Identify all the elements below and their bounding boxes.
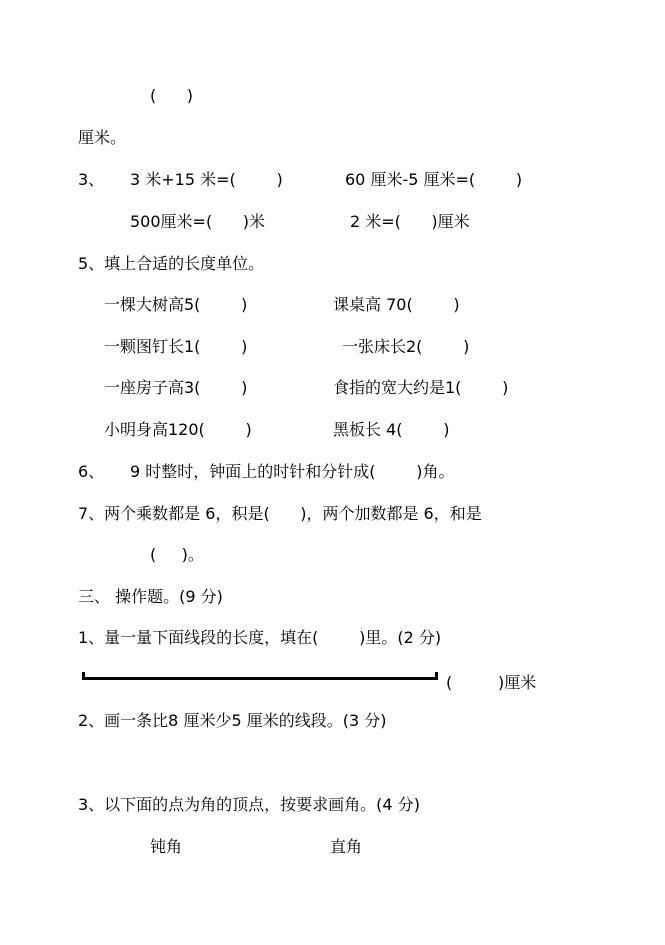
- section-3-title: 三、 操作题。(9 分): [78, 587, 223, 606]
- question-5-item-finger: 食指的宽大约是1( ): [333, 378, 509, 397]
- question-6-number: 6、: [78, 462, 105, 481]
- question-5-item-board: 黑板长 4( ): [333, 420, 450, 439]
- question-3-item-1: 3 米+15 米=( ): [130, 170, 283, 189]
- question-6-text: 9 时整时，钟面上的时针和分针成( )角。: [130, 462, 455, 481]
- question-3-item-4: 2 米=( )厘米: [350, 212, 470, 231]
- question-5-item-desk: 课桌高 70( ): [333, 295, 460, 314]
- question-5-item-height: 小明身高120( ): [104, 420, 252, 439]
- question-5-item-house: 一座房子高3( ): [104, 378, 248, 397]
- question-7-blank: ( )。: [150, 545, 204, 564]
- question-5-item-bed: 一张床长2( ): [342, 337, 470, 356]
- measurement-segment: [82, 672, 438, 680]
- blank-parenthesis-top: ( ): [150, 86, 193, 105]
- question-3-item-2: 60 厘米-5 厘米=( ): [345, 170, 523, 189]
- operation-1-text: 1、量一量下面线段的长度，填在( )里。(2 分): [78, 628, 442, 647]
- operation-2-text: 2、画一条比8 厘米少5 厘米的线段。(3 分): [78, 711, 387, 730]
- question-5-item-tree: 一棵大树高5( ): [104, 295, 248, 314]
- angle-label-right: 直角: [330, 837, 363, 856]
- angle-label-obtuse: 钝角: [150, 837, 183, 856]
- operation-3-text: 3、以下面的点为角的顶点，按要求画角。(4 分): [78, 795, 420, 814]
- question-7-text: 7、两个乘数都是 6，积是( )，两个加数都是 6，和是: [78, 504, 482, 523]
- question-5-title: 5、填上合适的长度单位。: [78, 254, 265, 273]
- question-3-number: 3、: [78, 170, 105, 189]
- question-3-item-3: 500厘米=( )米: [130, 212, 265, 231]
- operation-1-answer: ( )厘米: [446, 673, 537, 692]
- answer-unit-text: 厘米。: [78, 128, 127, 147]
- question-5-item-pin: 一颗图钉长1( ): [104, 337, 248, 356]
